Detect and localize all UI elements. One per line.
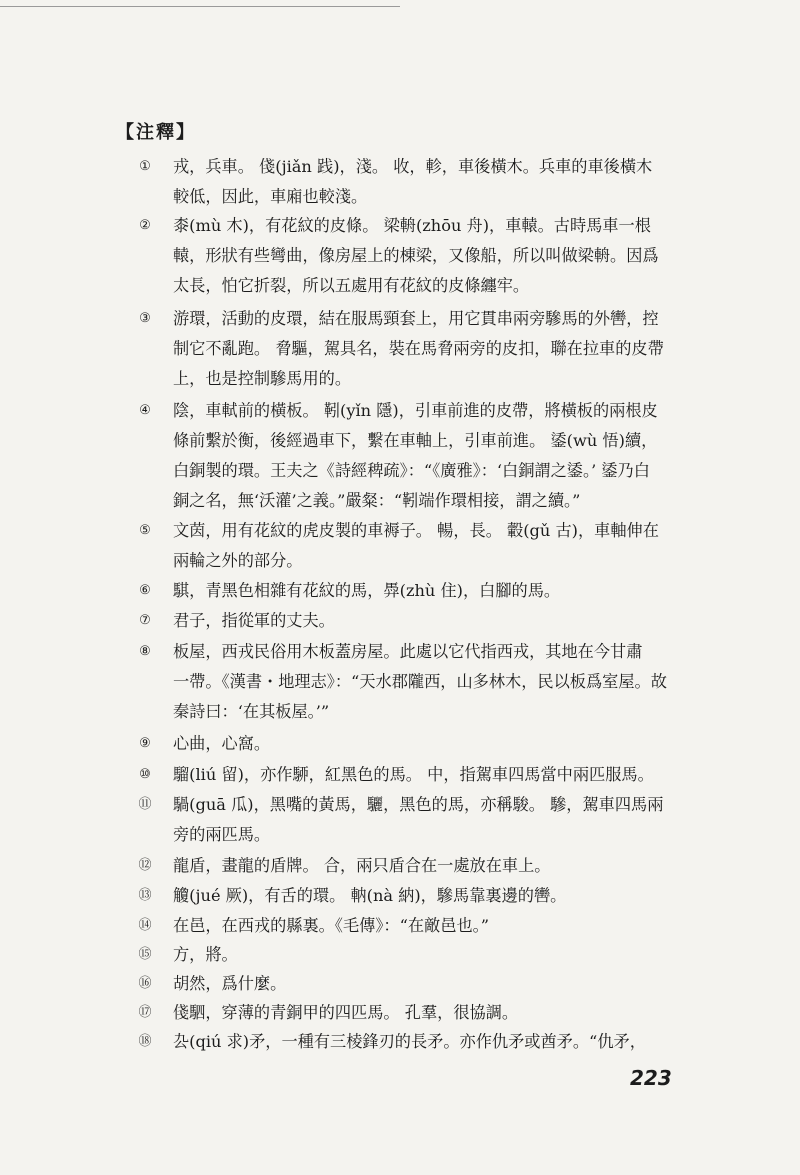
note-line: 胡然，爲什麼。 <box>173 974 287 993</box>
note-line: 陰，車軾前的橫板。 靷(yǐn 隱)，引車前進的皮帶，將橫板的兩根皮 <box>173 401 658 420</box>
note-number: ⑩ <box>139 767 151 782</box>
note-number: ⑦ <box>139 613 151 628</box>
note-number: ① <box>139 159 151 174</box>
note-line: 一帶。《漢書・地理志》：“天水郡隴西，山多林木，民以板爲室屋。故 <box>173 672 667 691</box>
note-line: 秦詩曰：‘在其板屋。’” <box>173 702 330 721</box>
note-number: ② <box>139 218 151 233</box>
note-line: 板屋，西戎民俗用木板蓋房屋。此處以它代指西戎，其地在今甘肅 <box>173 642 643 661</box>
note-line: 龍盾，畫龍的盾牌。 合，兩只盾合在一處放在車上。 <box>173 856 551 875</box>
note-line: 白銅製的環。王夫之《詩經稗疏》：“《廣雅》：‘白銅謂之鋈。’ 鋈乃白 <box>173 461 650 480</box>
note-line: 較低，因此，車廂也較淺。 <box>173 187 368 206</box>
note-line: 俴駟，穿薄的青銅甲的四匹馬。 孔羣，很協調。 <box>173 1003 519 1022</box>
note-number: ⑤ <box>139 523 151 538</box>
note-line: 觼(jué 厥)，有舌的環。 軜(nà 納)，驂馬靠裏邊的轡。 <box>173 886 567 905</box>
note-line: 騧(guā 瓜)，黑嘴的黃馬，驪，黑色的馬，亦稱駿。 驂，駕車四馬兩 <box>173 795 664 814</box>
note-number: ⑰ <box>138 1005 152 1020</box>
note-number: ⑭ <box>138 918 152 933</box>
note-line: 上，也是控制驂馬用的。 <box>173 369 352 388</box>
note-line: 轅，形狀有些彎曲，像房屋上的棟梁，又像船，所以叫做梁輈。因爲 <box>173 246 659 265</box>
note-number: ⑥ <box>139 583 151 598</box>
note-line: 騏，青黑色相雜有花紋的馬，馵(zhù 住)，白腳的馬。 <box>173 581 561 600</box>
note-number: ⑨ <box>139 736 151 751</box>
page-number: 223 <box>630 1066 672 1090</box>
note-line: 方，將。 <box>173 945 238 964</box>
note-number: ⑱ <box>138 1034 152 1049</box>
note-number: ⑮ <box>138 947 152 962</box>
note-number: ③ <box>139 311 151 326</box>
note-line: 騮(liú 留)，亦作駵，紅黑色的馬。 中，指駕車四馬當中兩匹服馬。 <box>173 765 654 784</box>
note-number: ⑯ <box>138 976 152 991</box>
note-line: 戎，兵車。 俴(jiǎn 践)，淺。 收，軫，車後橫木。兵車的車後橫木 <box>173 157 653 176</box>
note-line: 在邑，在西戎的縣裏。《毛傳》：“在敵邑也。” <box>173 916 489 935</box>
note-number: ⑫ <box>138 858 152 873</box>
note-line: 文茵，用有花紋的虎皮製的車褥子。 暢，長。 轂(gǔ 古)，車軸伸在 <box>173 521 659 540</box>
notes-heading: 【注釋】 <box>116 122 196 143</box>
note-line: 厹(qiú 求)矛，一種有三棱鋒刃的長矛。亦作仇矛或酋矛。“仇矛， <box>173 1032 646 1051</box>
note-line: 心曲，心窩。 <box>173 734 271 753</box>
note-line: 游環，活動的皮環，結在服馬頸套上，用它貫串兩旁驂馬的外轡，控 <box>173 309 659 328</box>
note-line: 條前繫於衡，後經過車下，繫在車軸上，引車前進。 鋈(wù 悟)續， <box>173 431 658 450</box>
note-number: ④ <box>139 403 151 418</box>
note-line: 旁的兩匹馬。 <box>173 825 271 844</box>
note-line: 制它不亂跑。 脅驅，駕具名，裝在馬脅兩旁的皮扣，聯在拉車的皮帶 <box>173 339 664 358</box>
note-line: 兩輪之外的部分。 <box>173 551 303 570</box>
note-line: 桼(mù 木)，有花紋的皮條。 梁輈(zhōu 舟)，車轅。古時馬車一根 <box>173 216 651 235</box>
note-number: ⑪ <box>138 797 152 812</box>
top-rule <box>0 6 400 7</box>
note-number: ⑬ <box>138 888 152 903</box>
note-line: 君子，指從軍的丈夫。 <box>173 611 335 630</box>
note-line: 太長，怕它折裂，所以五處用有花紋的皮條纏牢。 <box>173 276 530 295</box>
note-line: 銅之名，無‘沃灌’之義。”嚴粲：“靷端作環相接，謂之續。” <box>173 491 581 510</box>
note-number: ⑧ <box>139 644 151 659</box>
